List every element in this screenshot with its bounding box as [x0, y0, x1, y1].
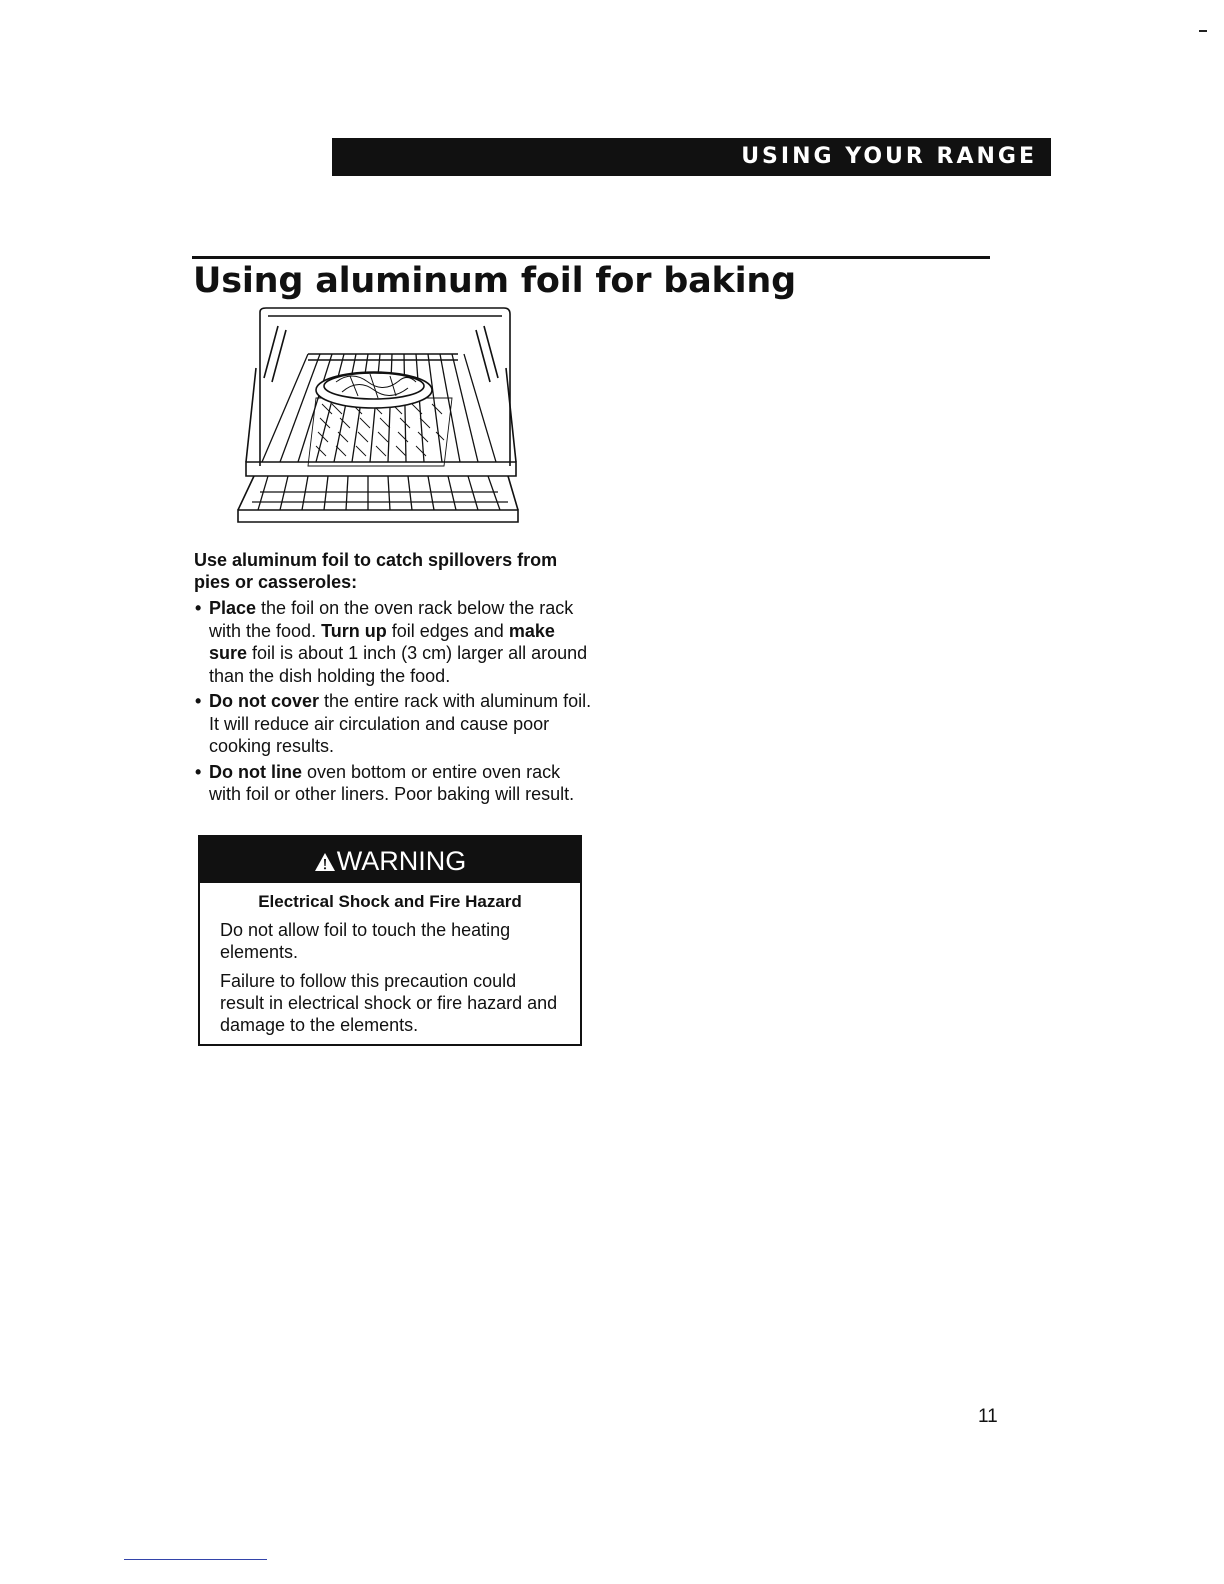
warning-subtitle: Electrical Shock and Fire Hazard [258, 892, 522, 911]
warning-triangle-icon [314, 852, 336, 872]
corner-mark [1199, 30, 1207, 32]
warning-box [198, 835, 582, 1046]
bullet-emphasis: Turn up [321, 620, 387, 641]
list-item: • Do not cover the entire rack with aluminum foil. It will reduce air circulation and cause poor cooking results. [195, 691, 592, 756]
bullet-emphasis: Do not cover [209, 691, 320, 711]
bullet-emphasis: Do not line [209, 761, 302, 782]
warning-header [200, 837, 580, 883]
bullet-emphasis: Place [209, 598, 257, 618]
list-item: • Place the foil on the oven rack below the rack with the food. Turn up foil edges and make sure foil is about 1 inch (3 cm) larger all around than the dish holding the food. [195, 598, 588, 686]
section-header-label: USING YOUR RANGE [741, 144, 1037, 169]
instruction-list [194, 597, 594, 809]
warning-paragraph: Failure to follow this precaution could result in electrical shock or fire hazard and damage to the elements. [220, 971, 558, 1035]
intro-text: Use aluminum foil to catch spillovers from pies or casseroles: [194, 550, 558, 592]
page-title: Using aluminum foil for baking [193, 261, 796, 301]
page-number: 11 [978, 1406, 998, 1427]
bullet-emphasis: make sure [209, 620, 555, 663]
bottom-rule [124, 1559, 267, 1560]
list-item: • Do not line oven bottom or entire oven rack with foil or other liners. Poor baking will result. [195, 761, 575, 804]
warning-paragraph: Do not allow foil to touch the heating elements. [220, 920, 511, 962]
warning-heading: WARNING [336, 846, 467, 876]
section-header-bar [332, 138, 1051, 176]
oven-rack-illustration [232, 306, 524, 526]
